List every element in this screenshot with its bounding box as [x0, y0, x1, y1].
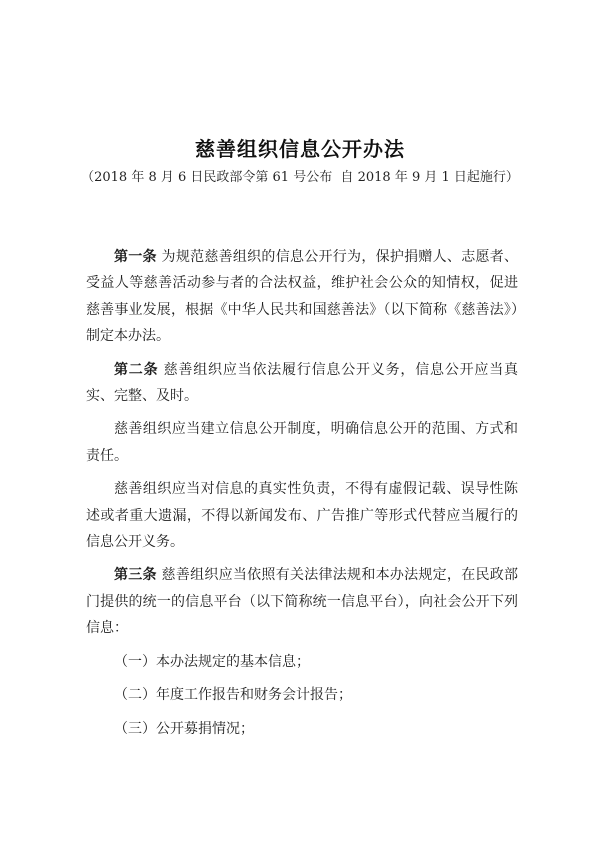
list-item: （二）年度工作报告和财务会计报告；	[114, 687, 352, 704]
article-heading: 第三条	[114, 567, 157, 584]
list-item: （一）本办法规定的基本信息；	[114, 653, 310, 670]
article-2-paragraph	[86, 357, 518, 410]
article-1-paragraph	[86, 244, 518, 350]
document-title: 慈善组织信息公开办法	[195, 137, 405, 161]
article-2-paragraph-2	[86, 416, 518, 469]
paragraph-text: 慈善组织应当对信息的真实性负责，不得有虚假记载、误导性陈述或者重大遗漏，不得以新闻发布、广告推广等形式代替应当履行的信息公开义务。	[86, 481, 518, 551]
article-3-paragraph	[86, 562, 518, 641]
document-subtitle: （2018 年 8 月 6 日民政部令第 61 号公布 自 2018 年 9 月 1 日起施行）	[81, 170, 519, 185]
paragraph-text: 为规范慈善组织的信息公开行为，保护捐赠人、志愿者、受益人等慈善活动参与者的合法权益，维护社会公众的知情权，促进慈善事业发展，根据《中华人民共和国慈善法》（以下简称《慈善法》）制定本办法。	[86, 249, 519, 345]
list-item: （三）公开募捐情况；	[114, 720, 254, 737]
document-body	[86, 244, 518, 749]
paragraph-text: 慈善组织应当依照有关法律法规和本办法规定，在民政部门提供的统一的信息平台（以下简称统一信息平台），向社会公开下列信息：	[86, 567, 519, 637]
paragraph-text: 慈善组织应当依法履行信息公开义务，信息公开应当真实、完整、及时。	[86, 361, 519, 405]
paragraph-text: 慈善组织应当建立信息公开制度，明确信息公开的范围、方式和责任。	[86, 421, 518, 464]
article-heading: 第一条	[114, 249, 157, 265]
article-2-paragraph-3	[86, 476, 518, 555]
article-heading: 第二条	[114, 361, 159, 378]
